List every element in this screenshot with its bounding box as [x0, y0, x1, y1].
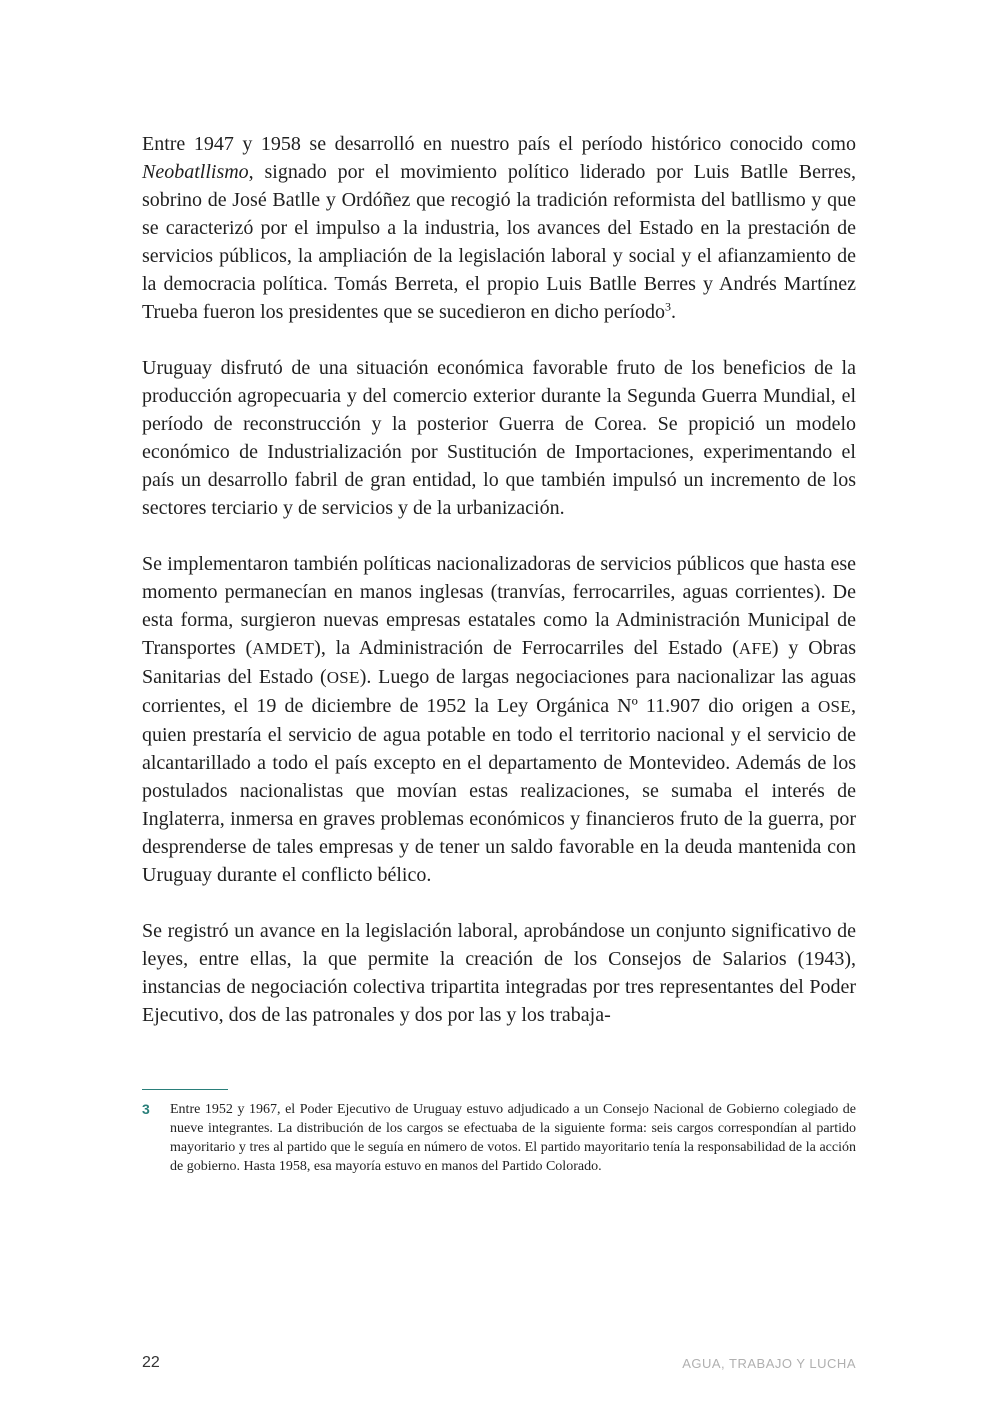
footnote-text: Entre 1952 y 1967, el Poder Ejecutivo de Uruguay estuvo adjudicado a un Consejo Nacional de Gobierno colegiado de nueve integrantes. La distribución de los cargos se efectuaba de la siguiente forma: seis cargos correspondían al partido mayoritario y tres al partido que le seguía en número de votos. El partido mayoritario tenía la responsabilidad de la acción de gobierno. Hasta 1958, esa mayoría estuvo en manos del Partido Colorado.: [170, 1102, 856, 1174]
abbr-amdet: AMDET: [252, 639, 315, 658]
paragraph-1-rest: , signado por el movimiento político liderado por Luis Batlle Berres, sobrino de José Batlle y Ordóñez que recogió la tradición reformista del batllismo y que se caracterizó por el impulso a la industria, los avances del Estado en la prestación de servicios públicos, la ampliación de la legislación laboral y social y el afianzamiento de la democracia política. Tomás Berreta, el propio Luis Batlle Berres y Andrés Martínez Trueba fueron los presidentes que se sucedieron en dicho período: [142, 161, 856, 323]
abbr-afe: AFE: [738, 639, 772, 658]
paragraph-3-part-4: ). Luego de largas negociaciones para nacionalizar las aguas corrientes, el 19 de diciembre de 1952 la Ley Orgánica Nº 11.907 dio origen a: [142, 666, 856, 717]
paragraph-3-part-2: ), la Administración de Ferrocarriles del Estado (: [314, 637, 739, 659]
footnote: [142, 1100, 856, 1176]
paragraph-2: Uruguay disfrutó de una situación económica favorable fruto de los beneficios de la producción agropecuaria y del comercio exterior durante la Segunda Guerra Mundial, el período de reconstrucción y la posterior Guerra de Corea. Se propició un modelo económico de Industrialización por Sustitución de Importaciones, experimentando el país un desarrollo fabril de gran entidad, lo que también impulsó un incremento de los sectores terciario y de servicios y de la urbanización.: [142, 357, 856, 519]
footnote-number: 3: [142, 1101, 150, 1117]
paragraph-3-part-5: , quien prestaría el servicio de agua potable en todo el territorio nacional y el servicio de alcantarillado a todo el país excepto en el departamento de Montevideo. Además de los postulados nacionalistas que movían estas realizaciones, se sumaba el interés de Inglaterra, inmersa en graves problemas económicos y financieros fruto de la guerra, por desprenderse de tales empresas y de tener un saldo favorable en la deuda mantenida con Uruguay durante el conflicto bélico.: [142, 695, 856, 886]
page-number: 22: [142, 1354, 160, 1371]
abbr-ose: OSE: [326, 668, 360, 687]
paragraph-1-end: .: [671, 301, 677, 323]
footnote-reference[interactable]: 3: [665, 299, 672, 314]
paragraph-3-part-3: ) y Obras Sanitarias del Estado (: [142, 637, 856, 688]
paragraph-3: [142, 550, 856, 889]
running-title: AGUA, TRABAJO Y LUCHA: [682, 1356, 856, 1371]
paragraph-1: [142, 130, 856, 326]
neobatllismo-term: Neobatllismo: [142, 161, 249, 183]
paragraph-4: Se registró un avance en la legislación laboral, aprobándose un conjunto significativo de leyes, entre ellas, la que permite la creación de los Consejos de Salarios (1943), instancias de negociación colectiva tripartita integradas por tres representantes del Poder Ejecutivo, dos de las patronales y dos por las y los trabaja-: [142, 920, 856, 1026]
paragraph-1-lead: Entre 1947 y 1958 se desarrolló en nuestro país el período histórico conocido como: [142, 133, 856, 155]
abbr-ose-2: OSE: [817, 697, 851, 716]
main-text: [142, 130, 856, 1057]
paragraph-3-part-1: Se implementaron también políticas nacionalizadoras de servicios públicos que hasta ese momento permanecían en manos inglesas (tranvías, ferrocarriles, aguas corrientes). De esta forma, surgieron nuevas empresas estatales como la Administración Municipal de Transportes (: [142, 553, 856, 659]
footnote-divider: [142, 1089, 228, 1090]
